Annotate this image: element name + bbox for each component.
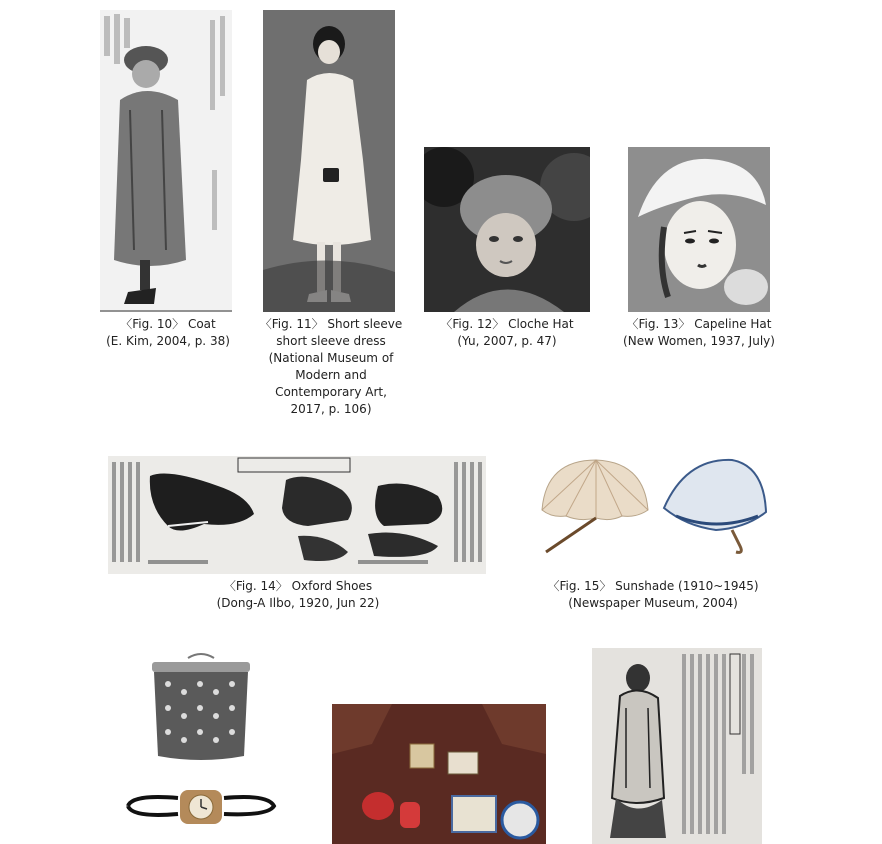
coat-photo bbox=[100, 10, 232, 312]
cloche-hat-photo bbox=[424, 147, 590, 312]
sunshade-photo bbox=[536, 456, 768, 574]
caption-line: 〈Fig. 14〉 Oxford Shoes bbox=[223, 579, 373, 593]
caption-fig11 bbox=[256, 316, 406, 418]
cosmetics-photo bbox=[332, 704, 546, 844]
caption-fig15 bbox=[544, 578, 762, 612]
caption-line: 〈Fig. 11〉 Short sleeve bbox=[259, 317, 403, 331]
beaded-handbag-photo bbox=[118, 652, 284, 766]
caption-line: (Yu, 2007, p. 47) bbox=[457, 334, 557, 348]
caption-fig14 bbox=[168, 578, 428, 612]
capeline-hat-illustration bbox=[628, 147, 770, 312]
dress-photo bbox=[263, 10, 395, 312]
caption-line: (National Museum of bbox=[268, 351, 394, 365]
caption-line: (E. Kim, 2004, p. 38) bbox=[106, 334, 230, 348]
caption-line: (New Women, 1937, July) bbox=[623, 334, 775, 348]
caption-line: short sleeve dress bbox=[276, 334, 386, 348]
caption-line: Modern and bbox=[295, 368, 367, 382]
caption-line: 〈Fig. 13〉 Capeline Hat bbox=[626, 317, 772, 331]
caption-line: 〈Fig. 10〉 Coat bbox=[120, 317, 216, 331]
wristwatch-photo bbox=[118, 776, 284, 840]
caption-fig12 bbox=[420, 316, 594, 350]
caption-line: 〈Fig. 15〉 Sunshade (1910~1945) bbox=[547, 579, 759, 593]
caption-line: 〈Fig. 12〉 Cloche Hat bbox=[440, 317, 574, 331]
caption-fig10 bbox=[98, 316, 238, 350]
oxford-shoes-advertisement bbox=[108, 456, 486, 574]
caption-line: (Dong-A Ilbo, 1920, Jun 22) bbox=[216, 596, 380, 610]
caption-fig13 bbox=[614, 316, 784, 350]
caption-line: (Newspaper Museum, 2004) bbox=[568, 596, 738, 610]
newspaper-fashion-illustration bbox=[592, 648, 762, 844]
caption-line: Contemporary Art, bbox=[275, 385, 387, 399]
caption-line: 2017, p. 106) bbox=[290, 402, 372, 416]
